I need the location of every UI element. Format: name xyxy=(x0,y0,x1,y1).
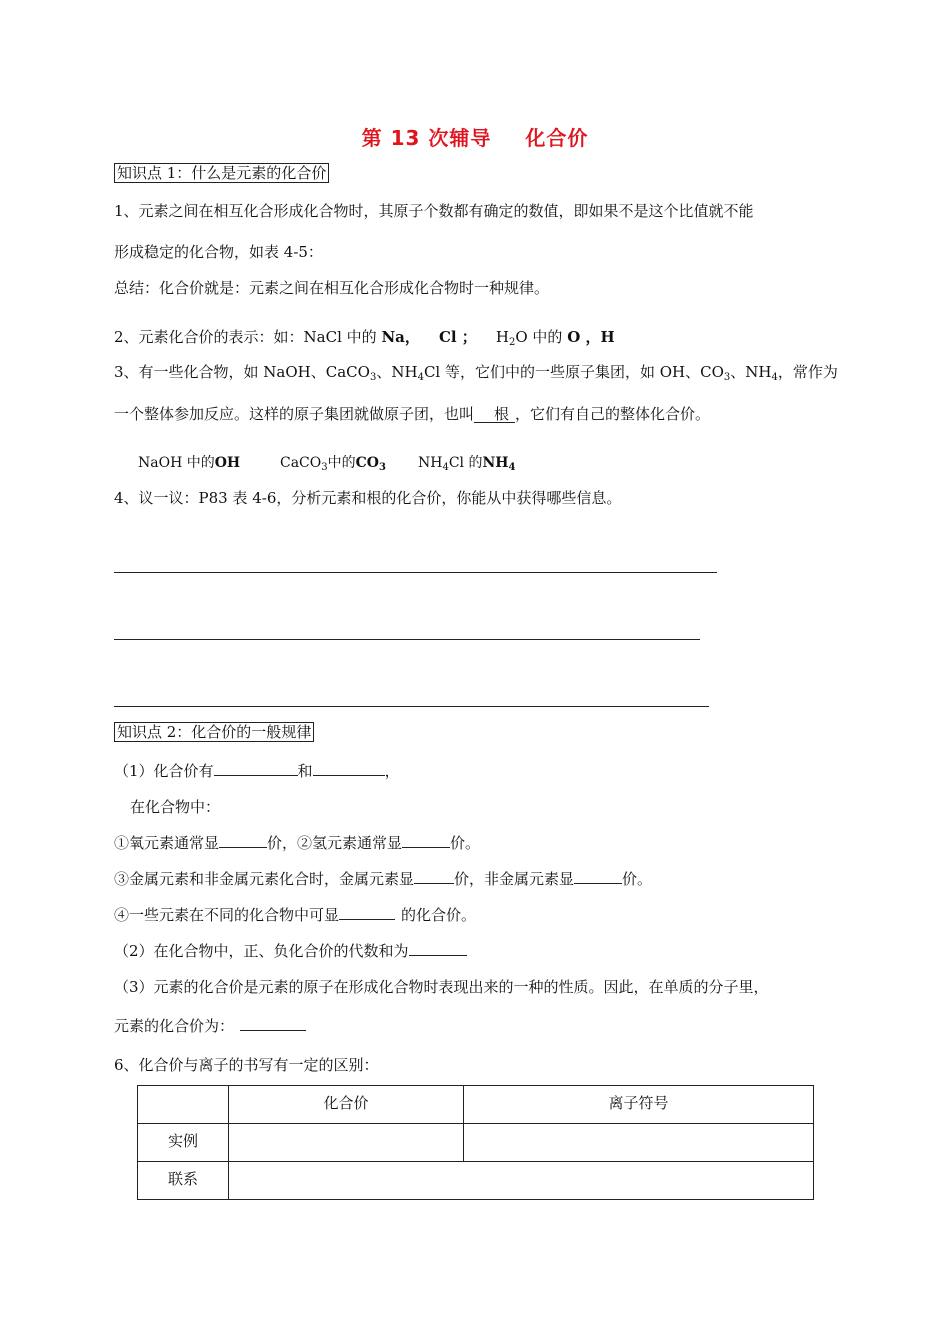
algebraic-sum-blank[interactable] xyxy=(409,940,467,956)
table-cell[interactable] xyxy=(229,1124,464,1162)
rule-multiple-valence: ④一些元素在不同的化合物中可显 的化合价。 xyxy=(114,906,477,924)
example-naoh: NaOH 中的OH xyxy=(138,455,241,471)
title-part-2: 化合价 xyxy=(525,126,589,150)
paragraph-3-line-2: 一个整体参加反应。这样的原子集团就做原子团，也叫 根 ，它们有自己的整体化合价。 xyxy=(114,405,711,423)
hydrogen-valence-blank[interactable] xyxy=(402,832,450,848)
element-valence-blank[interactable] xyxy=(240,1015,306,1031)
o-h-symbols: O ，H xyxy=(567,328,615,346)
in-compound-label: 在化合物中： xyxy=(130,798,221,816)
paragraph-1-line-2: 形成稳定的化合物，如表 4-5： xyxy=(114,243,323,261)
table-header-cell: 化合价 xyxy=(229,1086,464,1124)
multiple-valence-blank[interactable] xyxy=(339,904,395,920)
oxygen-valence-blank[interactable] xyxy=(219,832,267,848)
root-word-blank: 根 xyxy=(474,406,515,423)
paragraph-2: 2、元素化合价的表示：如：NaCl 中的 Na， Cl ； $H_2O$ 中的 O ，H xyxy=(114,328,615,348)
title-part-1: 第 13 次辅导 xyxy=(361,126,492,150)
example-caco3: CaCO$_3$中的$CO_3$ xyxy=(280,455,386,473)
answer-line-1[interactable] xyxy=(114,572,717,573)
rule-1: （1）化合价有 和 ， xyxy=(114,762,400,780)
nonmetal-valence-blank[interactable] xyxy=(574,868,622,884)
valence-ion-table xyxy=(137,1085,814,1200)
rule-1-blank-1[interactable] xyxy=(214,760,298,776)
table-header-cell xyxy=(138,1086,229,1124)
cl-symbol: Cl ； xyxy=(438,328,477,346)
rule-metal-nonmetal: ③金属元素和非金属元素化合时，金属元素显 价，非金属元素显 价。 xyxy=(114,870,653,888)
paragraph-4: 4、议一议：P83 表 4-6，分析元素和根的化合价，你能从中获得哪些信息。 xyxy=(114,489,622,507)
rule-3-line-2: 元素的化合价为： xyxy=(114,1015,306,1036)
table-header-cell: 离子符号 xyxy=(464,1086,814,1124)
example-nh4cl: $NH_4Cl$ 的$NH_4$ xyxy=(418,455,516,473)
answer-line-2[interactable] xyxy=(114,639,700,640)
table-row-label: 实例 xyxy=(138,1124,229,1162)
table-row-label: 联系 xyxy=(138,1162,229,1200)
table-cell[interactable] xyxy=(229,1162,814,1200)
table-row xyxy=(138,1162,814,1200)
table-row xyxy=(138,1124,814,1162)
na-symbol: Na， xyxy=(381,328,420,346)
section-2-heading: 知识点 2：化合价的一般规律 xyxy=(114,722,314,742)
rule-oxygen-hydrogen: ①氧元素通常显 价，②氢元素通常显 价。 xyxy=(114,834,481,852)
answer-line-3[interactable] xyxy=(114,706,709,707)
metal-valence-blank[interactable] xyxy=(414,868,454,884)
rule-2: （2）在化合物中，正、负化合价的代数和为 xyxy=(114,940,467,961)
section-1-heading: 知识点 1：什么是元素的化合价 xyxy=(114,163,329,183)
summary-line: 总结：化合价就是：元素之间在相互化合形成化合物时一种规律。 xyxy=(114,279,550,297)
paragraph-6: 6、化合价与离子的书写有一定的区别： xyxy=(114,1056,379,1074)
rule-3-line-1: （3）元素的化合价是元素的原子在形成化合物时表现出来的一种的性质。因此，在单质的分子里， xyxy=(114,978,769,996)
page-title xyxy=(0,122,950,151)
paragraph-1-line-1: 1、元素之间在相互化合形成化合物时，其原子个数都有确定的数值，即如果不是这个比值就不能 xyxy=(114,202,754,220)
rule-1-blank-2[interactable] xyxy=(313,760,385,776)
paragraph-3-line-1: 3、有一些化合物，如 NaOH、CaCO$_3$、$NH_4Cl$ 等，它们中的一些原子集团，如 OH、$CO_3$、$NH_4$，常作为 xyxy=(114,363,838,383)
table-cell[interactable] xyxy=(464,1124,814,1162)
table-header-row xyxy=(138,1086,814,1124)
